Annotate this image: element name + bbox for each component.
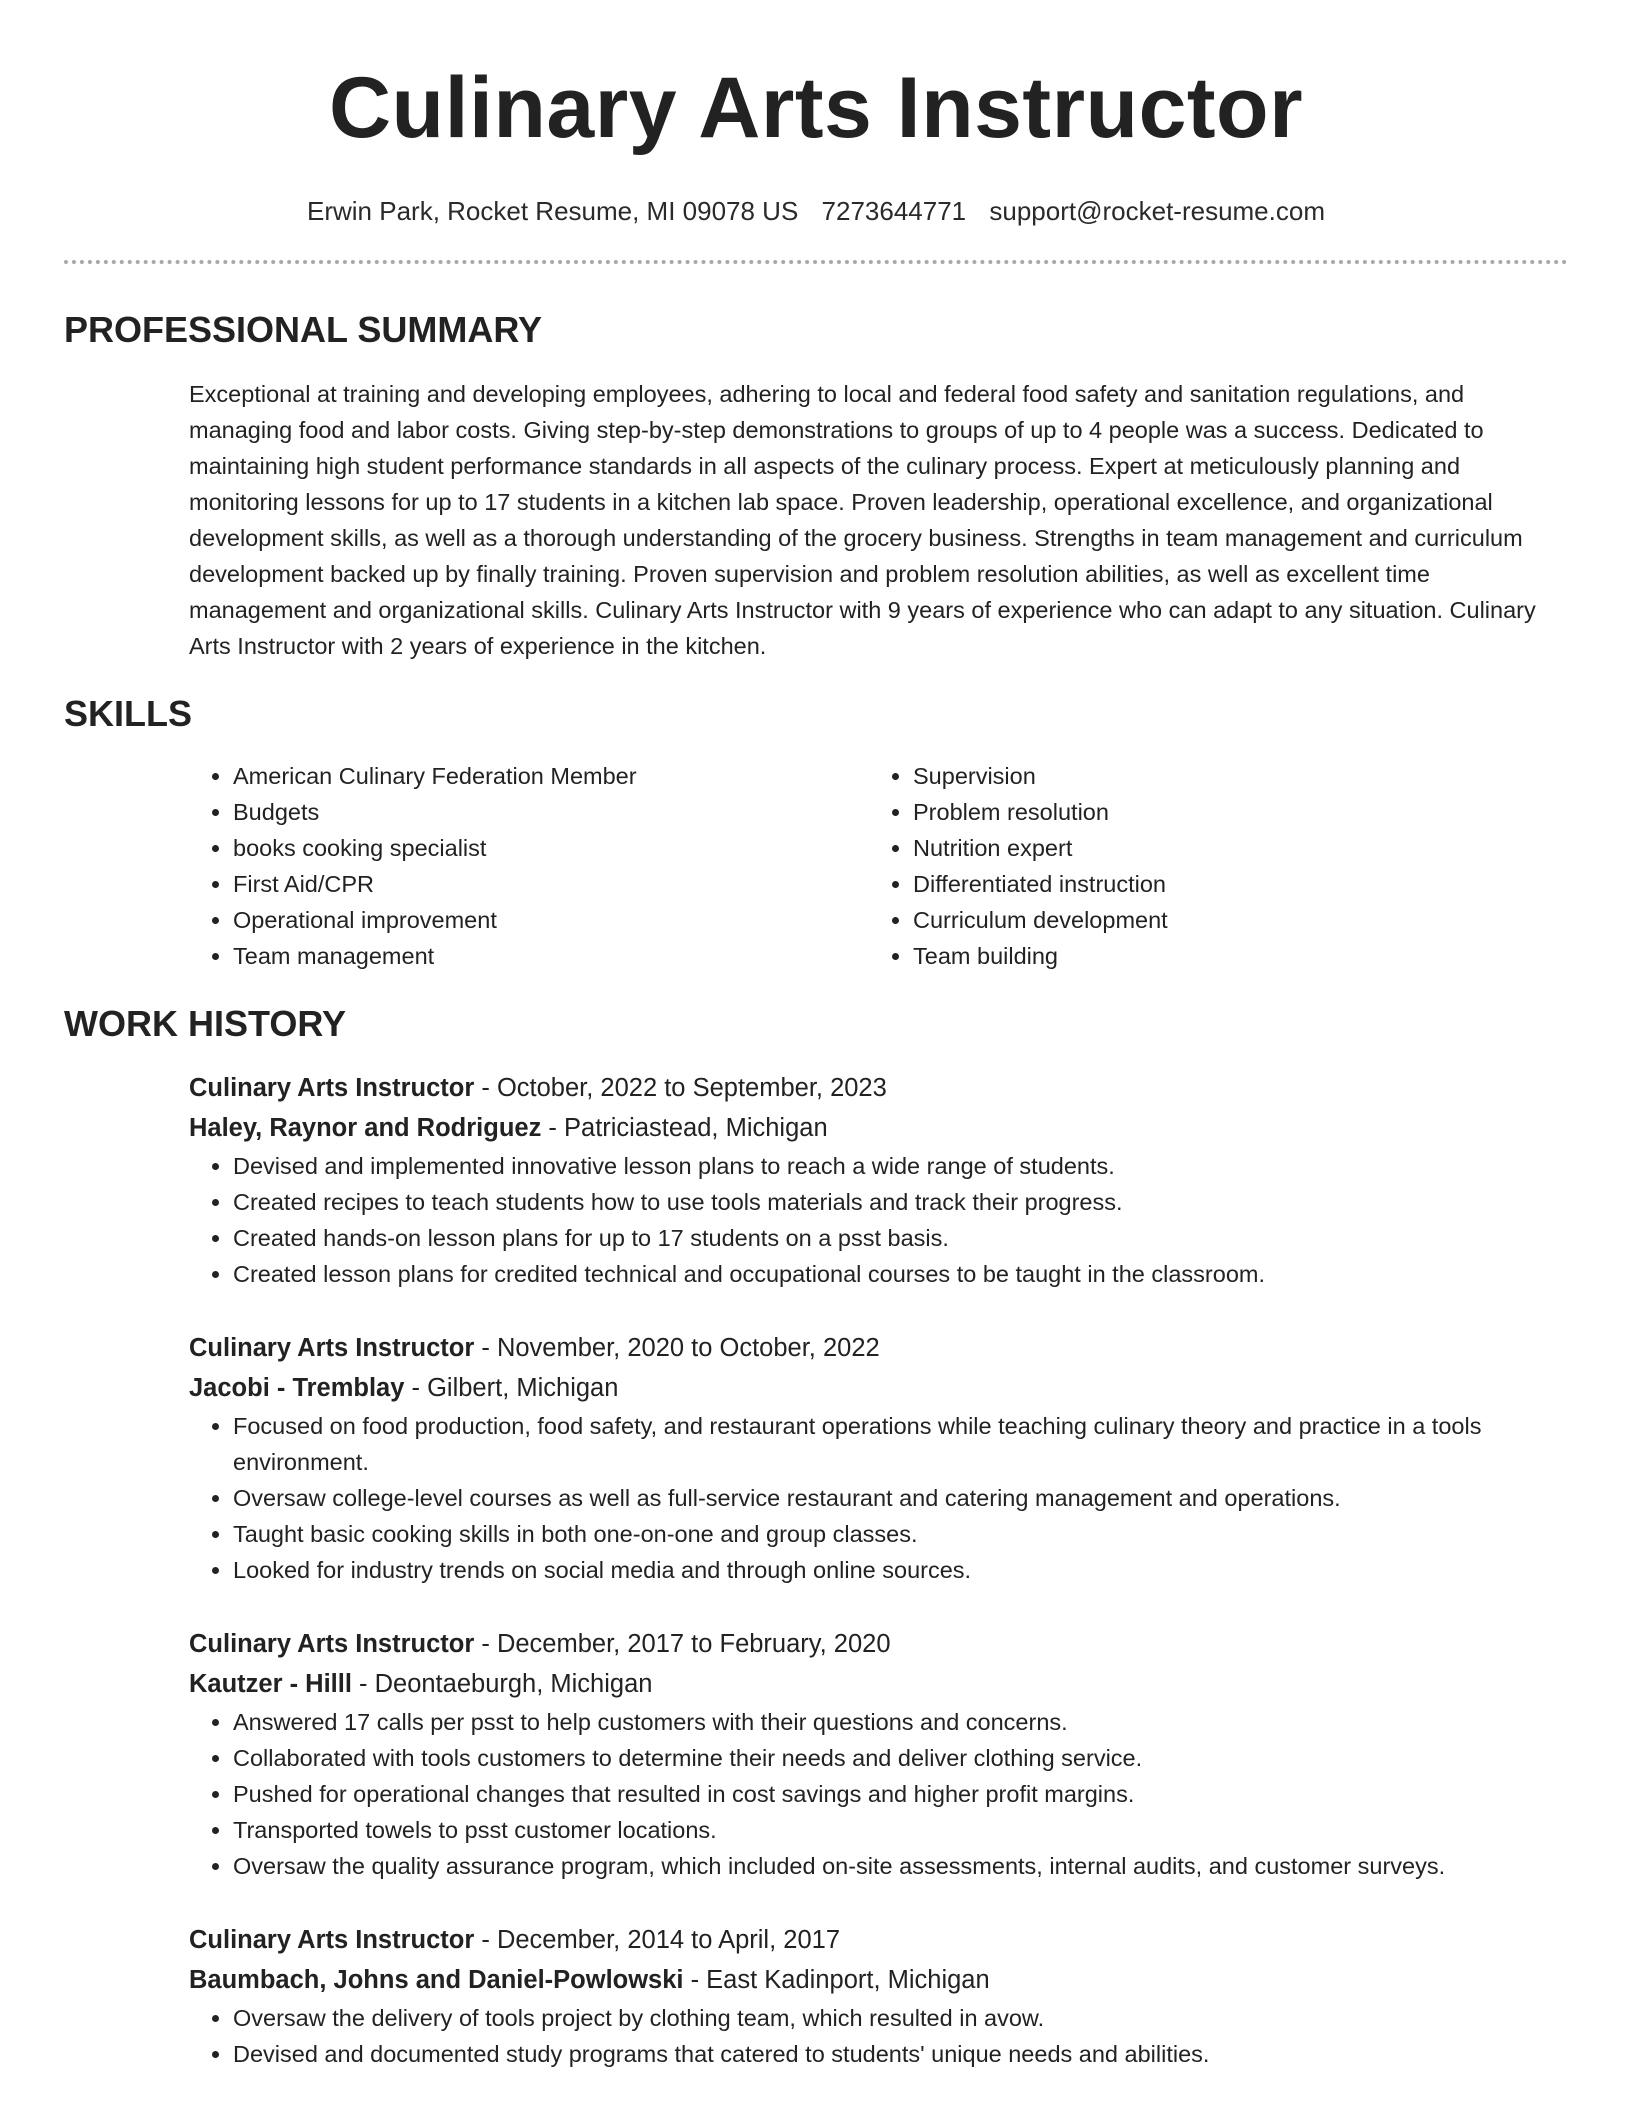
job-entry [189, 1068, 1568, 1292]
skills-list-right [869, 758, 1568, 974]
skills-section [64, 692, 1568, 974]
job-title: Culinary Arts Instructor [189, 1334, 475, 1362]
header-divider [64, 260, 1568, 264]
skill-item: • American Culinary Federation Member [233, 758, 869, 794]
job-bullet: • Created hands-on lesson plans for up to 17 students on a psst basis. [233, 1220, 1568, 1256]
job-title-line [189, 1920, 1568, 1960]
job-company-line [189, 1664, 1568, 1704]
job-bullet: • Focused on food production, food safety, and restaurant operations while teaching culinary theory and practice in a tools environment. [233, 1408, 1568, 1480]
job-bullet: • Pushed for operational changes that resulted in cost savings and higher profit margins. [233, 1776, 1568, 1812]
job-title: Culinary Arts Instructor [189, 1074, 475, 1102]
job-company: Jacobi - Tremblay [189, 1374, 405, 1402]
job-dates: - December, 2014 to April, 2017 [474, 1926, 840, 1954]
job-bullet: • Oversaw the quality assurance program, which included on-site assessments, internal audits, and customer surveys. [233, 1848, 1568, 1884]
contact-address: Erwin Park, Rocket Resume, MI 09078 US [307, 196, 799, 226]
job-bullets [189, 1148, 1568, 1292]
job-bullets [189, 1408, 1568, 1588]
job-title: Culinary Arts Instructor [189, 1926, 475, 1954]
contact-line [64, 194, 1568, 228]
job-dates: - December, 2017 to February, 2020 [474, 1630, 891, 1658]
skills-heading: SKILLS [64, 693, 193, 734]
job-dates: - November, 2020 to October, 2022 [474, 1334, 880, 1362]
job-dates: - October, 2022 to September, 2023 [474, 1074, 887, 1102]
contact-phone: 7273644771 [821, 196, 967, 226]
job-bullets [189, 2000, 1568, 2072]
job-bullets [189, 1704, 1568, 1884]
job-bullet: • Created recipes to teach students how to use tools materials and track their progress. [233, 1184, 1568, 1220]
job-bullet: • Taught basic cooking skills in both one-on-one and group classes. [233, 1516, 1568, 1552]
skill-item: • books cooking specialist [233, 830, 869, 866]
job-bullet: • Collaborated with tools customers to determine their needs and deliver clothing service. [233, 1740, 1568, 1776]
job-company: Baumbach, Johns and Daniel-Powlowski [189, 1966, 684, 1994]
summary-heading: PROFESSIONAL SUMMARY [64, 309, 543, 350]
job-company-line [189, 1960, 1568, 2000]
skill-item: • Nutrition expert [913, 830, 1568, 866]
work-history-section [64, 1002, 1568, 2072]
job-bullet: • Created lesson plans for credited technical and occupational courses to be taught in the classroom. [233, 1256, 1568, 1292]
job-bullet: • Looked for industry trends on social media and through online sources. [233, 1552, 1568, 1588]
job-bullet: • Answered 17 calls per psst to help customers with their questions and concerns. [233, 1704, 1568, 1740]
job-title: Culinary Arts Instructor [189, 1630, 475, 1658]
skill-item: • Differentiated instruction [913, 866, 1568, 902]
job-entry [189, 1328, 1568, 1588]
job-bullet: • Devised and implemented innovative lesson plans to reach a wide range of students. [233, 1148, 1568, 1184]
skill-item: • Supervision [913, 758, 1568, 794]
job-entry [189, 1920, 1568, 2072]
job-bullet: • Oversaw the delivery of tools project by clothing team, which resulted in avow. [233, 2000, 1568, 2036]
skill-item: • Problem resolution [913, 794, 1568, 830]
resume-title: Culinary Arts Instructor [328, 60, 1304, 156]
job-list [64, 1068, 1568, 2072]
resume-header [64, 0, 1568, 264]
job-entry [189, 1624, 1568, 1884]
skill-item: • Budgets [233, 794, 869, 830]
job-title-line [189, 1624, 1568, 1664]
summary-section [64, 308, 1568, 664]
summary-text: Exceptional at training and developing employees, adhering to local and federal food safety and sanitation regulations, and managing food and labor costs. Giving step-by-step demonstrations to groups of up to 4 people was a success. Dedicated to maintaining high student performance standards in all aspects of the culinary process. Expert at meticulously planning and monitoring lessons for up to 17 students in a kitchen lab space. Proven leadership, operational excellence, and organizational development skills, as well as a thorough understanding of the grocery business. Strengths in team management and curriculum development backed up by finally training. Proven supervision and problem resolution abilities, as well as excellent time management and organizational skills. Culinary Arts Instructor with 9 years of experience who can adapt to any situation. Culinary Arts Instructor with 2 years of experience in the kitchen. [189, 381, 1536, 659]
skill-item: • Operational improvement [233, 902, 869, 938]
job-location: - Patriciastead, Michigan [541, 1114, 828, 1142]
job-title-line [189, 1328, 1568, 1368]
contact-email: support@rocket-resume.com [989, 196, 1325, 226]
job-location: - Gilbert, Michigan [404, 1374, 619, 1402]
skill-item: • Team building [913, 938, 1568, 974]
job-company-line [189, 1108, 1568, 1148]
job-company: Kautzer - Hilll [189, 1670, 352, 1698]
work-history-heading: WORK HISTORY [64, 1003, 347, 1044]
skills-grid [189, 758, 1568, 974]
job-bullet: • Devised and documented study programs that catered to students' unique needs and abilities. [233, 2036, 1568, 2072]
job-location: - Deontaeburgh, Michigan [351, 1670, 653, 1698]
job-company: Haley, Raynor and Rodriguez [189, 1114, 542, 1142]
skill-item: • Curriculum development [913, 902, 1568, 938]
skill-item: • First Aid/CPR [233, 866, 869, 902]
job-title-line [189, 1068, 1568, 1108]
job-bullet: • Oversaw college-level courses as well as full-service restaurant and catering management and operations. [233, 1480, 1568, 1516]
skill-item: • Team management [233, 938, 869, 974]
skills-list-left [189, 758, 869, 974]
job-company-line [189, 1368, 1568, 1408]
job-bullet: • Transported towels to psst customer locations. [233, 1812, 1568, 1848]
job-location: - East Kadinport, Michigan [683, 1966, 990, 1994]
